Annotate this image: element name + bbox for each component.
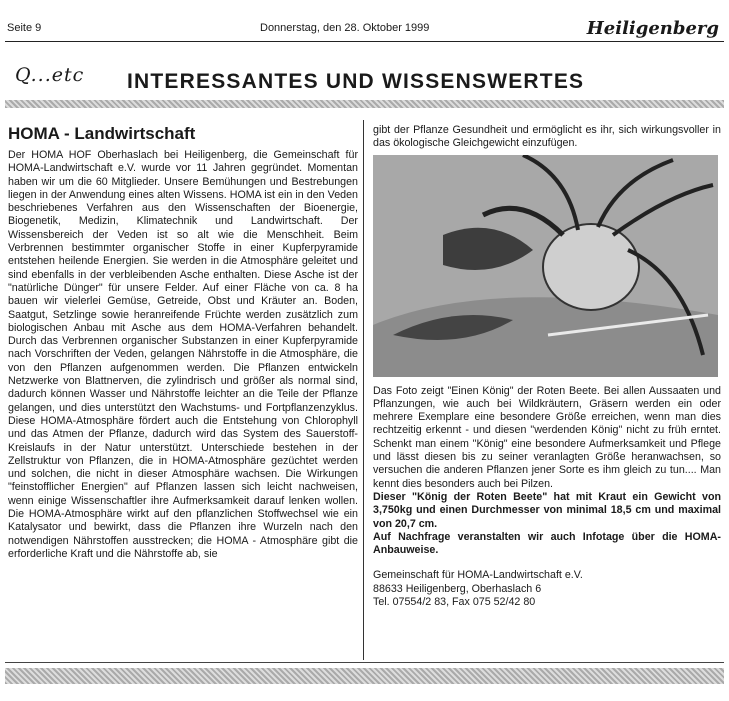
beet-facts: Dieser "König der Roten Beete" hat mit Kraut ein Gewicht von 3,750kg und einen Durchmesser von minimal 18,5 cm und maximal von 20,7 cm. (373, 490, 721, 530)
contact-phone: Tel. 07554/2 83, Fax 075 52/42 80 (373, 596, 536, 609)
column-divider (363, 120, 364, 660)
footer-pattern-bar (5, 668, 724, 684)
etc-logo: Q...etc (15, 64, 85, 86)
infotag-note: Auf Nachfrage veranstalten wir auch Infotage über die HOMA-Anbauweise. (373, 530, 721, 557)
issue-date: Donnerstag, den 28. Oktober 1999 (260, 22, 430, 34)
photo-caption: Das Foto zeigt "Einen König" der Roten Beete. Bei allen Aussaaten und Pflanzungen, wie auch bei Wildkräutern, Gräsern werden ein oder mehrere Exemplare eine besondere Größe erreichen, wenn man dies rechtzeitig erkennt - und diesen "werdenden König" nicht zu früh erntet. Schenkt man einem "König" eine besondere Aufmerksamkeit und Pflege und lässt diesen bis zu seiner veranlagten Größe heranwachsen, so versuchen die anderen Pflanzen jener Sorte es ihm gleich zu tun.... Man kennt dies besonders auch bei Pilzen. (373, 384, 721, 490)
section-title: INTERESSANTES UND WISSENSWERTES (127, 70, 585, 93)
contact-block (373, 569, 721, 609)
contact-address: 88633 Heiligenberg, Oberhaslach 6 (373, 582, 542, 595)
section-pattern-bar (5, 100, 724, 108)
section-header (7, 62, 722, 102)
article-title: HOMA - Landwirtschaft (8, 124, 196, 143)
beet-photo (373, 155, 718, 377)
left-column (8, 124, 358, 561)
footer-rule (5, 662, 724, 663)
beet-illustration (373, 155, 718, 377)
header-rule (5, 41, 724, 42)
right-column (373, 124, 721, 609)
town-logo: Heiligenberg (586, 18, 719, 39)
article-body-right: gibt der Pflanze Gesundheit und ermöglicht es ihr, sich wirkungsvoller in das ökologische Gleichgewicht einzufügen. (373, 124, 721, 150)
page-number: Seite 9 (7, 22, 42, 34)
contact-org: Gemeinschaft für HOMA-Landwirtschaft e.V. (373, 569, 583, 582)
article-body-left: Der HOMA HOF Oberhaslach bei Heiligenberg, die Gemeinschaft für HOMA-Landwirtschaft e.V. wurde vor 11 Jahren gegründet. Momentan haben wir um die 60 Mitglieder. Unsere Bemühungen und Bestrebungen liegen in der Anwendung eines alten Wissens. HOMA ist ein in den Veden beschriebenes Verfahren aus den Wissenschaften der Bioenergie, Biogenetik, Medizin, Klimatechnik und Landwirtschaft. Der Wissensbereich der Veden ist so alt wie die Menschheit. Beim Verbrennen bestimmter organischer Stoffe in einer Kupferpyramide entstehen heilende Energien. Sie werden in die Atmosphäre geleitet und sind ebenfalls in der verbleibenden Asche enthalten. Diese Asche ist der "natürliche Dünger" für unsere Felder. Auf einer Fläche von ca. 8 ha bauen wir vielerlei Gemüse, Getreide, Obst und Kräuter an. Boden, Saatgut, Setzlinge sowie heranreifende Früchte werden zusätzlich zum biologischen Anbau mit Asche aus dem HOMA-Verfahren behandelt. Durch das Verbrennen organischer Substanzen in einer Kupferpyramide nach Vorschriften der Veden, gelangen Nährstoffe in die Atmosphäre, die von den Pflanzen aufgenommen werden. Die Pflanzen entwickeln Netzwerke von Blattnerven, die zylindrisch und größer als normal sind, dadurch können Wasser und Nährstoffe leichter an die Teile der Pflanze gelangen, und dies unterstützt den Wachstums- und Fortpflanzenzyklus. Diese HOMA-Atmosphäre fördert auch die Entstehung von Chlorophyll und das Atmen der Pflanze, dadurch wird das System des Sauerstoff-Kreislaufs in der Natur unterstützt. Unterschiede bestehen in der Zellstruktur von Pflanzen, die in HOMA-Atmosphäre gezüchtet werden und solchen, die nicht in dieser Atmosphäre wachsen. Die Wirkungen "feinstofflicher Energien" auf Pflanzen lassen sich leicht nachweisen, wenn einige Wissenschaftler ihre Aufmerksamkeit darauf lenken wollen. Die HOMA-Atmosphäre wirkt auf den pflanzlichen Stoffwechsel wie ein Katalysator und bewirkt, dass die Pflanzen ihre Wurzeln nach den notwendigen Nährstoffen ausstrecken; die HOMA - Atmosphäre gibt die erforderliche Kraft und die Nährstoffe ab, sie (8, 149, 358, 560)
